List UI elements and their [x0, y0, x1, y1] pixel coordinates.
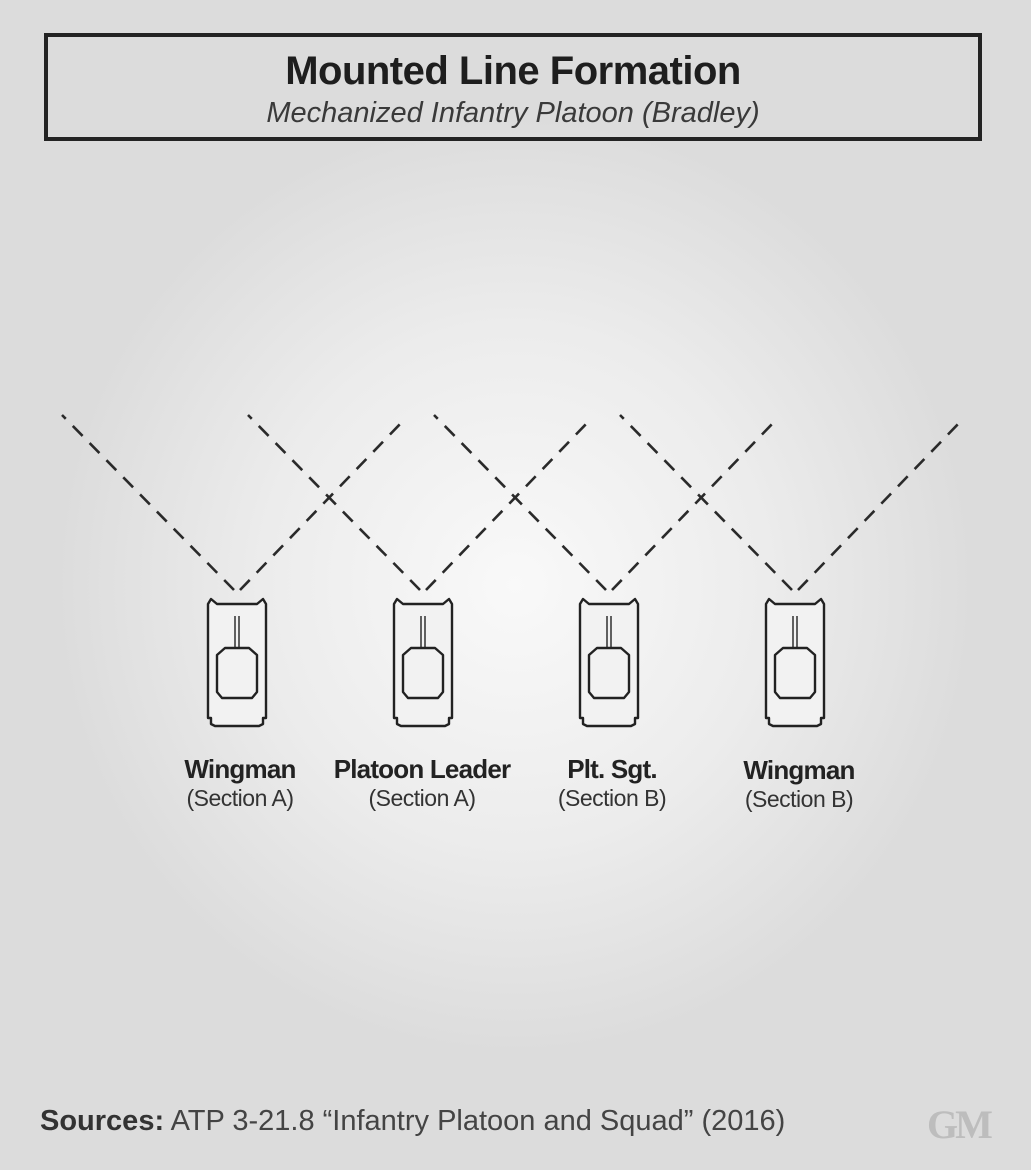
sources-label: Sources: [40, 1105, 165, 1137]
diagram-title: Mounted Line Formation [285, 49, 741, 93]
diagram-subtitle: Mechanized Infantry Platoon (Bradley) [266, 97, 760, 129]
sector-line-3-right [612, 421, 775, 590]
sector-line-2-left [248, 415, 420, 590]
vehicle-role: Wingman [743, 755, 855, 785]
sources-citation [40, 1105, 785, 1138]
vehicle-section: (Section B) [744, 786, 854, 812]
sector-line-1-right [240, 421, 403, 590]
bradley-vehicle-icon [208, 599, 266, 726]
vehicle-section: (Section A) [186, 785, 294, 811]
vehicle-label-4 [743, 755, 854, 813]
sources-text: ATP 3-21.8 “Infantry Platoon and Squad” (2016) [170, 1105, 786, 1137]
bradley-vehicle-icon [766, 599, 824, 726]
vehicle-label-3 [558, 754, 666, 812]
sector-line-2-right [426, 421, 589, 590]
vehicle-label-1 [184, 754, 295, 812]
gm-logo: GM [927, 1102, 990, 1147]
vehicle-role: Plt. Sgt. [567, 754, 657, 784]
sector-line-3-left [434, 415, 606, 590]
vehicle-section: (Section B) [557, 785, 667, 811]
vehicle-role: Platoon Leader [333, 754, 511, 784]
sector-line-4-left [620, 415, 792, 590]
vehicle-label-2 [334, 754, 511, 812]
bradley-vehicle-icon [394, 599, 452, 726]
sector-line-1-left [62, 415, 234, 590]
bradley-vehicle-icon [580, 599, 638, 726]
vehicle-section: (Section A) [368, 785, 476, 811]
sectors-of-fire [62, 415, 961, 590]
sector-line-4-right [798, 421, 961, 590]
vehicle-role: Wingman [184, 754, 296, 784]
